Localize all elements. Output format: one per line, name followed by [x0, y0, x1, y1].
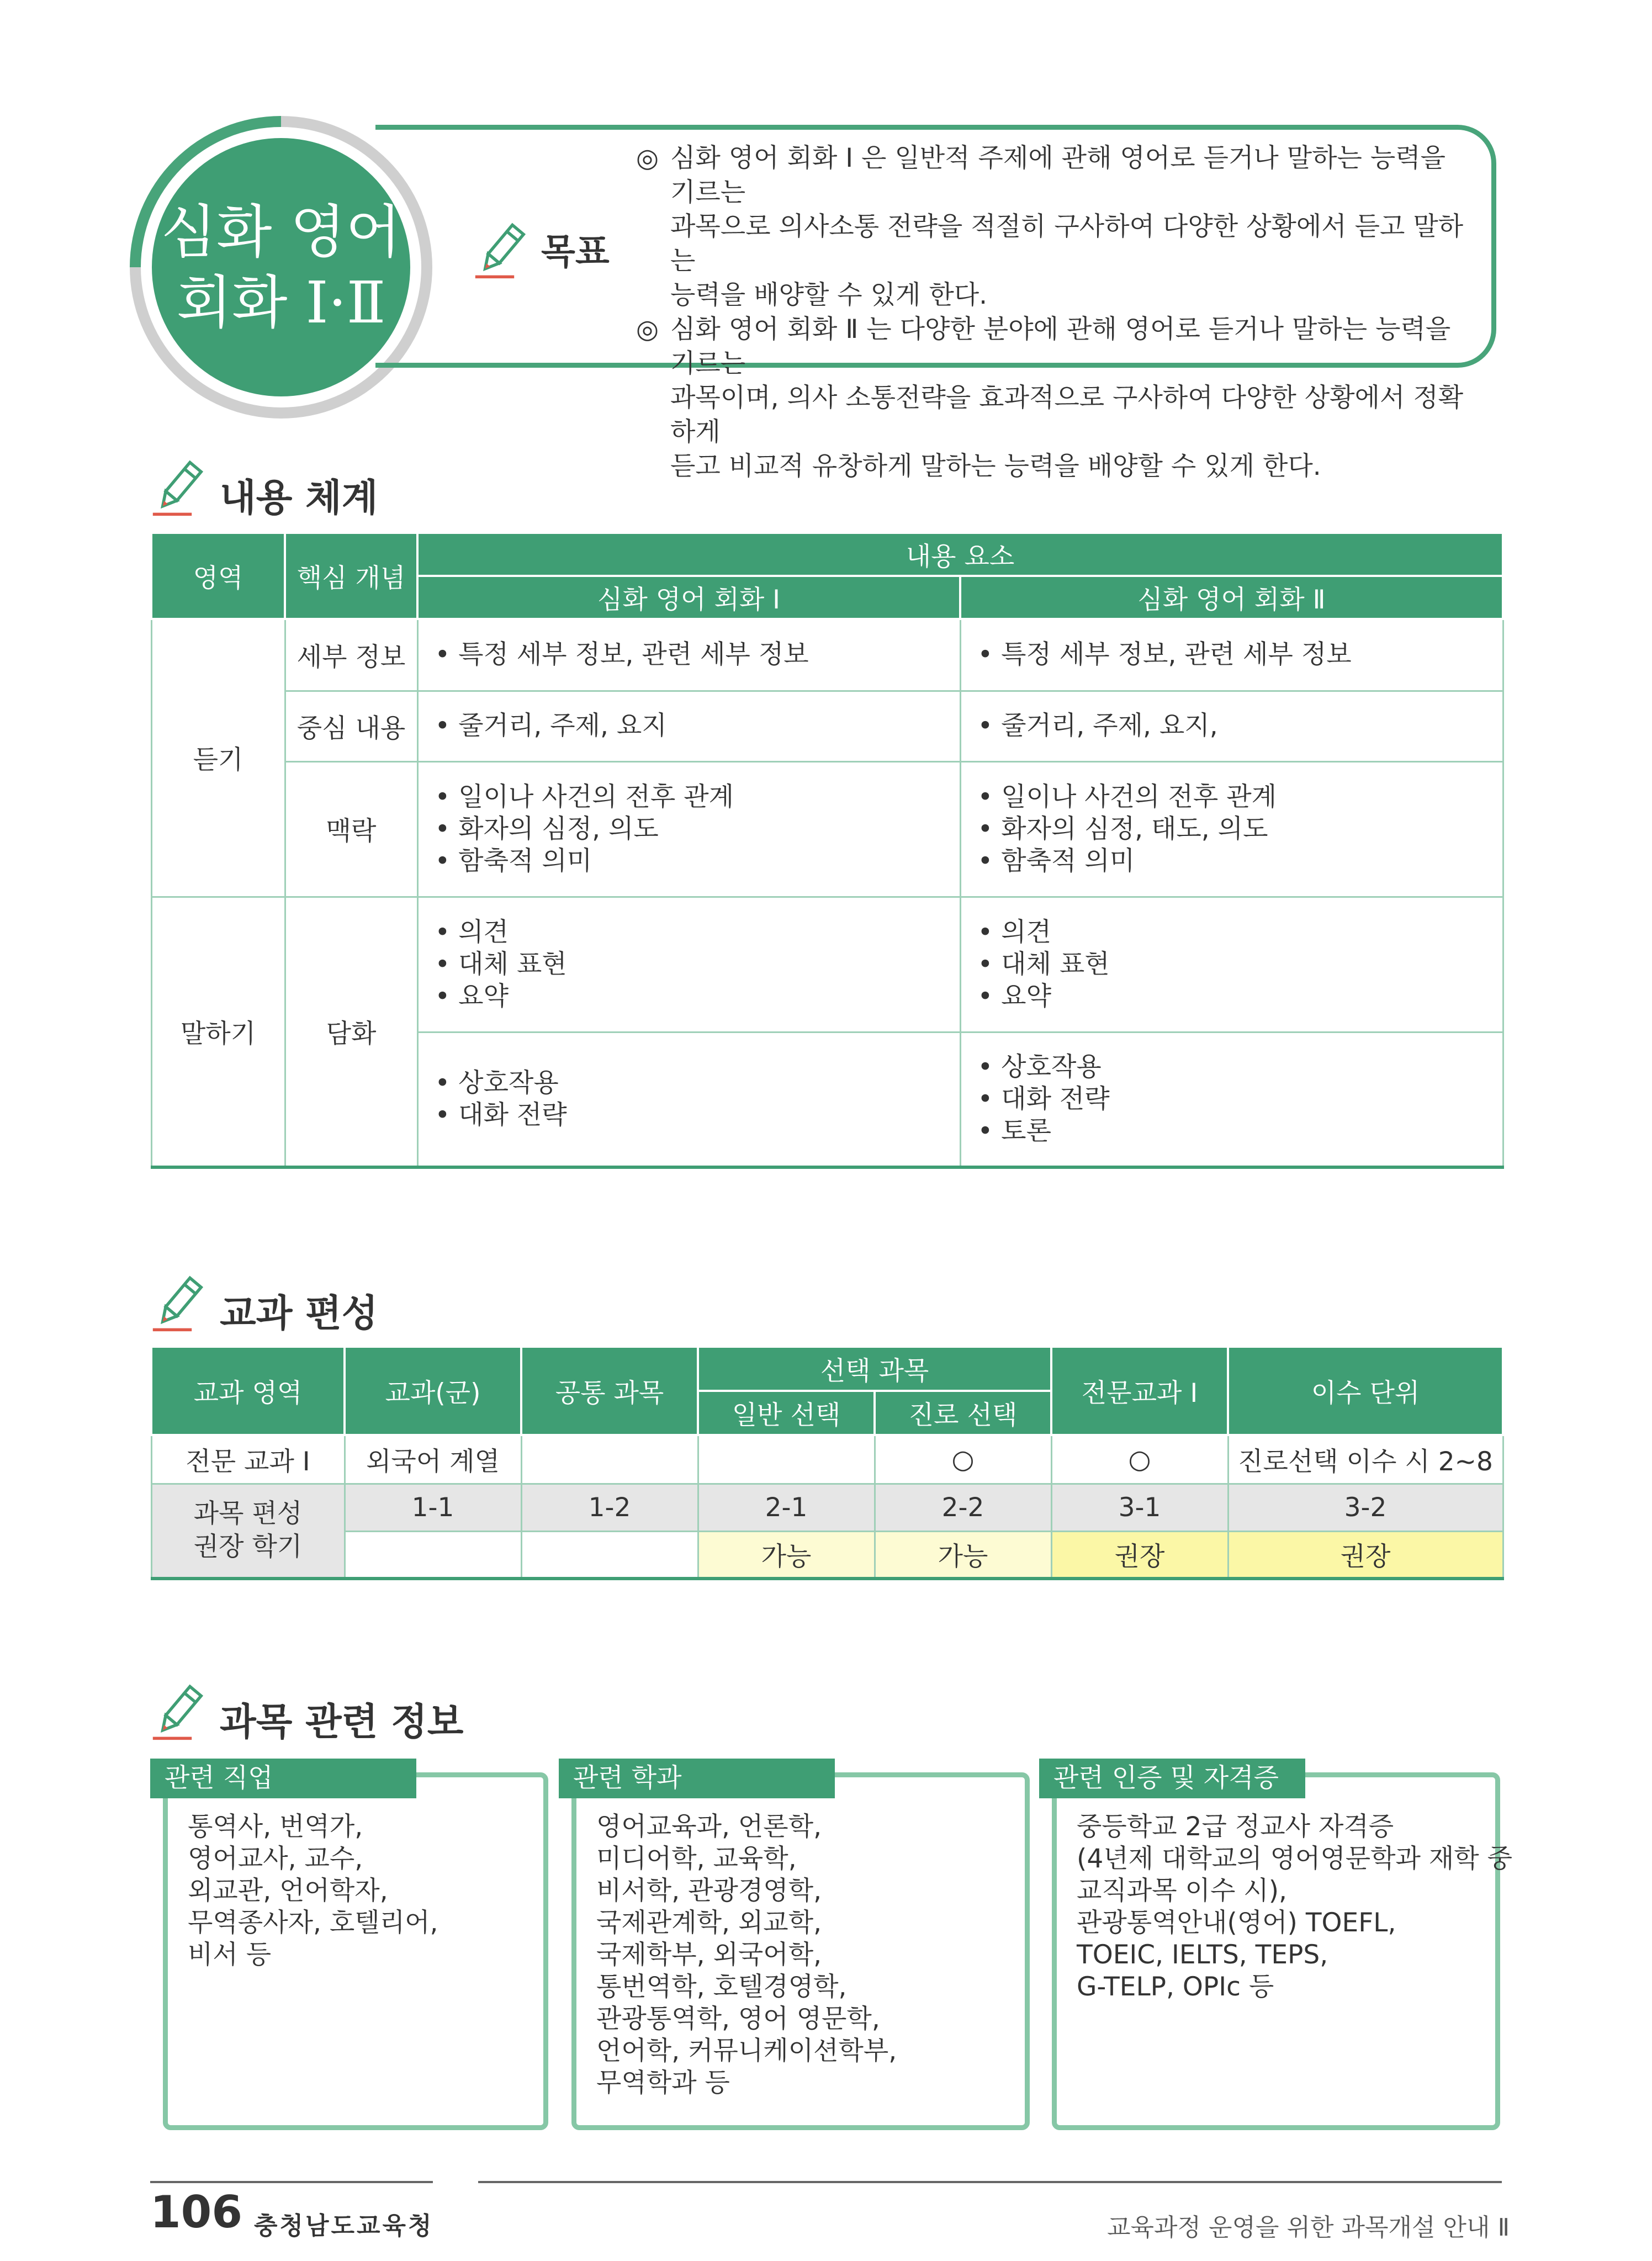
- core-concept: 담화: [285, 897, 417, 1167]
- recommend-cell: 권장: [1228, 1531, 1503, 1579]
- goal-text: [636, 141, 1470, 484]
- semester-cell: 3-2: [1228, 1484, 1503, 1531]
- semester-cell: 2-1: [698, 1484, 875, 1531]
- recommend-cell: 가능: [698, 1531, 875, 1579]
- header-career: 진로 선택: [875, 1391, 1051, 1435]
- core-concept: 세부 정보: [285, 619, 417, 691]
- footer-org: 충청남도교육청: [254, 2212, 434, 2240]
- badge-title-line2: 회화 Ⅰ·Ⅱ: [176, 269, 386, 336]
- related-certs-list: 중등학교 2급 정교사 자격증 (4년제 대학교의 영어영문학과 재학 중 교직과목 이수 시), 관광통역안내(영어) TOEFL, TOEIC, IELTS, TEPS, G-TELP, OPIc 등: [1077, 1812, 1513, 2002]
- area-listening: 듣기: [151, 619, 285, 897]
- recommend-cell: 권장: [1051, 1531, 1228, 1579]
- recommend-cell: [521, 1531, 698, 1579]
- semester-cell: 1-1: [345, 1484, 521, 1531]
- semester-cell: 1-2: [521, 1484, 698, 1531]
- page-number: 106: [150, 2186, 242, 2238]
- goal-line: 능력을 배양할 수 있게 한다.: [670, 280, 988, 310]
- pencil-icon: [148, 457, 209, 518]
- cell-area: 전문 교과 Ⅰ: [151, 1435, 345, 1484]
- goal-line: 심화 영어 회화 Ⅰ 은 일반적 주제에 관해 영어로 듣거나 말하는 능력을 기르는: [670, 143, 1446, 208]
- title-disk: [152, 138, 410, 396]
- content-cell: • 의견 • 대체 표현 • 요약: [960, 897, 1503, 1032]
- content-cell: • 일이나 사건의 전후 관계 • 화자의 심정, 의도 • 함축적 의미: [417, 761, 960, 897]
- goal-item-2: [636, 313, 1470, 484]
- cell-group: 외국어 계열: [345, 1435, 521, 1484]
- related-departments-list: 영어교육과, 언론학, 미디어학, 교육학, 비서학, 관광경영학, 국제관계학, 외교학, 국제학부, 외국어학, 통번역학, 호텔경영학, 관광통역학, 영어 영문학, 언어학, 커뮤니케이션학부, 무역학과 등: [596, 1812, 897, 2098]
- header-professional: 전문교과 Ⅰ: [1051, 1347, 1228, 1435]
- semester-cell: 2-2: [875, 1484, 1051, 1531]
- content-cell: • 일이나 사건의 전후 관계 • 화자의 심정, 태도, 의도 • 함축적 의미: [960, 761, 1503, 897]
- content-cell: • 상호작용 • 대화 전략: [417, 1032, 960, 1167]
- footer-rule-left: [150, 2181, 433, 2183]
- cell-professional: ○: [1051, 1435, 1228, 1484]
- related-departments-label: 관련 학과: [559, 1759, 835, 1798]
- header-core: 핵심 개념: [285, 533, 417, 619]
- goal-line: 과목이며, 의사 소통전략을 효과적으로 구사하여 다양한 상황에서 정확하게: [670, 383, 1464, 447]
- goal-item-1: [636, 141, 1470, 313]
- recommend-cell: 가능: [875, 1531, 1051, 1579]
- badge-title-line1: 심화 영어: [161, 198, 401, 266]
- content-table: [150, 532, 1504, 1169]
- pencil-icon: [148, 1681, 209, 1742]
- content-cell: • 상호작용 • 대화 전략 • 토론: [960, 1032, 1503, 1167]
- content-cell: • 의견 • 대체 표현 • 요약: [417, 897, 960, 1032]
- core-concept: 맥락: [285, 761, 417, 897]
- recommend-cell: [345, 1531, 521, 1579]
- curriculum-table: [150, 1346, 1504, 1580]
- content-cell: • 특정 세부 정보, 관련 세부 정보: [960, 619, 1503, 691]
- core-concept: 중심 내용: [285, 691, 417, 761]
- goal-line: 심화 영어 회화 Ⅱ 는 다양한 분야에 관해 영어로 듣거나 말하는 능력을 기르는: [670, 314, 1451, 379]
- goal-line: 과목으로 의사소통 전략을 적절히 구사하여 다양한 상황에서 듣고 말하는: [670, 211, 1464, 276]
- pencil-icon: [148, 1273, 209, 1333]
- header-common: 공통 과목: [521, 1347, 698, 1435]
- goal-bullet-icon: ◎: [636, 314, 659, 345]
- cell-units: 진로선택 이수 시 2~8: [1228, 1435, 1503, 1484]
- header-course2: 심화 영어 회화 Ⅱ: [960, 576, 1503, 619]
- header-units: 이수 단위: [1228, 1347, 1503, 1435]
- header-general: 일반 선택: [698, 1391, 875, 1435]
- cell-semester-label: 과목 편성 권장 학기: [151, 1484, 345, 1579]
- header-subject-area: 교과 영역: [151, 1347, 345, 1435]
- header-area: 영역: [151, 533, 285, 619]
- cell-general: [698, 1435, 875, 1484]
- related-jobs-label: 관련 직업: [150, 1759, 416, 1798]
- semester-cell: 3-1: [1051, 1484, 1228, 1531]
- footer-rule-right: [478, 2181, 1502, 2183]
- section-title-related: 과목 관련 정보: [220, 1701, 464, 1744]
- cell-career: ○: [875, 1435, 1051, 1484]
- goal-line: 듣고 비교적 유창하게 말하는 능력을 배양할 수 있게 한다.: [670, 451, 1321, 481]
- content-cell: • 특정 세부 정보, 관련 세부 정보: [417, 619, 960, 691]
- header-course1: 심화 영어 회화 Ⅰ: [417, 576, 960, 619]
- goal-bullet-icon: ◎: [636, 143, 659, 173]
- header-subject-group: 교과(군): [345, 1347, 521, 1435]
- footer-doc-title: 교육과정 운영을 위한 과목개설 안내 Ⅱ: [1107, 2214, 1510, 2242]
- section-title-curriculum: 교과 편성: [220, 1292, 378, 1336]
- cell-common: [521, 1435, 698, 1484]
- related-certs-label: 관련 인증 및 자격증: [1039, 1759, 1305, 1798]
- header-elements: 내용 요소: [417, 533, 1503, 576]
- header-elective: 선택 과목: [698, 1347, 1051, 1391]
- area-speaking: 말하기: [151, 897, 285, 1167]
- goal-label: 목표: [541, 232, 610, 273]
- content-cell: • 줄거리, 주제, 요지: [417, 691, 960, 761]
- content-cell: • 줄거리, 주제, 요지,: [960, 691, 1503, 761]
- pencil-icon: [470, 220, 531, 280]
- section-title-content: 내용 체계: [220, 476, 378, 520]
- related-jobs-list: 통역사, 번역가, 영어교사, 교수, 외교관, 언어학자, 무역종사자, 호텔리어, 비서 등: [188, 1812, 438, 1970]
